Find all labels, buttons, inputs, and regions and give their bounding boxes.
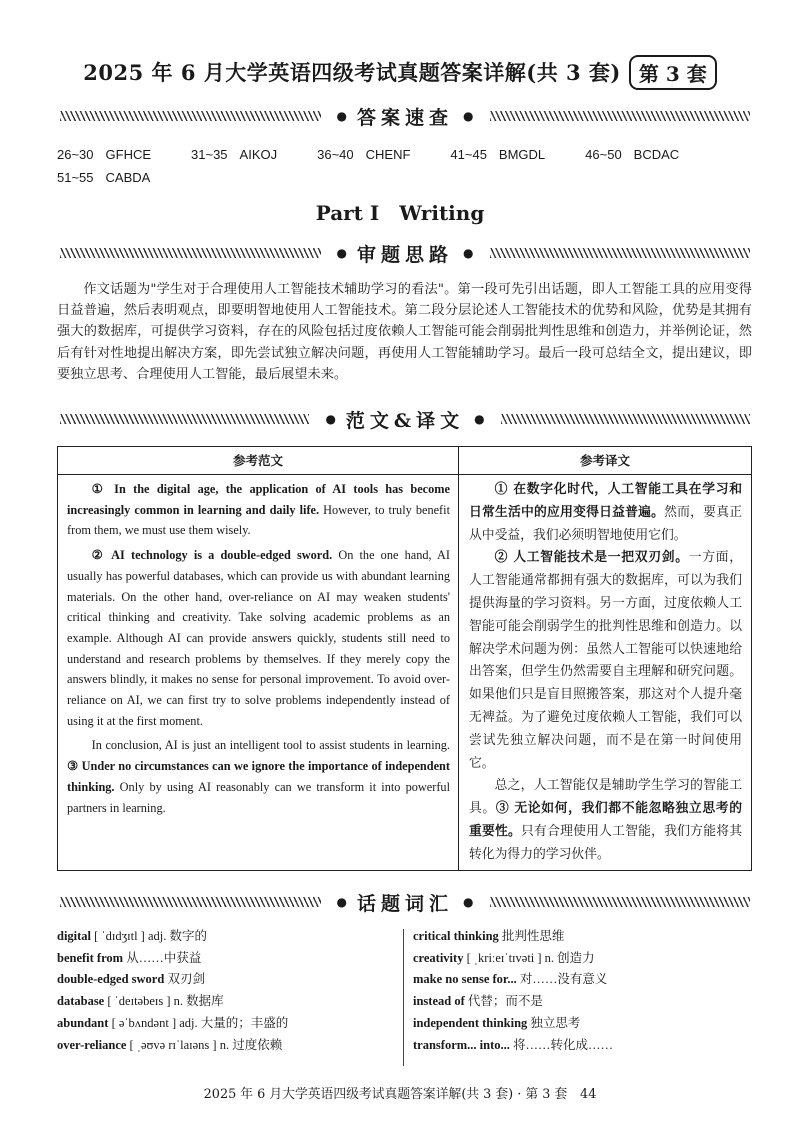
bullet-icon: ● (325, 412, 336, 426)
bold-sentence: ③ Under no circumstances can we ignore the importance of independent thinking. (67, 759, 450, 794)
bullet-icon: ● (463, 246, 474, 260)
sample-essay-column (58, 447, 459, 870)
answer-letters: BCDAC (633, 147, 680, 162)
vocab-definition: 将……转化成…… (509, 1037, 614, 1052)
hatch-divider (60, 414, 309, 424)
sentence: 一方面，人工智能通常都拥有强大的数据库，可以为我们提供海量的学习资料。另一方面，过度依赖人工智能可能会削弱学生的批判性思维和创造力。以解决学术问题为例：虽然人工智能可以快速地给出答案，但学生仍然需要自主理解和研究问题。如果他们只是盲目照搬答案，那这对个人提升毫无裨益。为了避免过度依赖人工智能，我们可以尝试先独立解决问题，而不是在第一时间使用它。 (469, 550, 742, 771)
section-header-sample (60, 406, 750, 432)
vocab-item (413, 926, 753, 948)
answer-item (450, 143, 545, 166)
bullet-icon: ● (336, 109, 347, 123)
hatch-divider (60, 111, 321, 121)
vocab-term: database (57, 994, 105, 1009)
answer-letters: GFHCE (105, 147, 152, 162)
sentence: On the one hand, AI usually has powerful databases, which can provide us with abundant learning materials. On the other hand, over-reliance on AI may weaken students' critical thinking and creativity. Take solving academic problems as an example. Although AI can provide answers quickly, students still need to understand and research problems by themselves. If they merely copy the answers blindly, it makes no sense for personal improvement. To avoid over-reliance on AI, we can first try to solve problems independently instead of using it at the first moment. (67, 548, 451, 728)
sentence: However, to truly benefit from them, we must use them wisely. (67, 502, 450, 538)
answer-letters: AIKOJ (239, 147, 278, 162)
vocab-term: make no sense for... (413, 972, 517, 987)
vocab-item (413, 969, 753, 991)
sample-translation-table (57, 446, 752, 871)
set-number-tag: 第 3 套 (629, 55, 717, 90)
sample-essay-body (58, 475, 458, 818)
vocab-definition: [ əˈbʌndənt ] adj. 大量的；丰盛的 (108, 1015, 289, 1030)
sentence: Only by using AI reasonably can we transform it into powerful partners in learning. (67, 779, 450, 815)
vocab-item (413, 1035, 753, 1057)
bold-sentence: ① 在数字化时代，人工智能工具在学习和日常生活中的应用变得日益普遍。 (469, 482, 742, 520)
section-title-vocab: 话题词汇 (357, 892, 454, 915)
vocab-item (57, 1013, 402, 1035)
paragraph (469, 775, 742, 866)
vocab-item (57, 1035, 402, 1057)
page-footer: 2025 年 6 月大学英语四级考试真题答案详解(共 3 套) · 第 3 套 44 (203, 1087, 597, 1102)
bold-sentence: ① In the digital age, the application of AI tools has become increasingly common in learning and daily life. (67, 482, 450, 517)
sentence: In conclusion, AI is just an intelligent tool to assist students in learning. (91, 738, 450, 753)
paragraph (67, 545, 450, 731)
bold-sentence: ② AI technology is a double-edged sword. (91, 548, 333, 563)
section-title-sample: 范文&译文 (345, 409, 465, 432)
translation-body (459, 475, 751, 867)
vocab-list-right (413, 926, 753, 1056)
vocab-item (413, 948, 753, 970)
vocab-definition: 代替；而不是 (464, 994, 543, 1009)
answer-letters: BMGDL (498, 147, 546, 162)
vocab-term: transform... into... (413, 1037, 510, 1052)
answer-range: 31~35 (191, 147, 228, 162)
hatch-divider (60, 248, 321, 258)
hatch-divider (490, 897, 751, 907)
hatch-divider (490, 248, 751, 258)
vocab-definition: 从……中获益 (123, 950, 202, 965)
answer-range: 46~50 (585, 147, 622, 162)
hatch-divider (490, 111, 751, 121)
answer-item (585, 143, 679, 166)
answer-range: 36~40 (317, 147, 354, 162)
vocab-divider (403, 929, 404, 1066)
vocab-item (57, 969, 402, 991)
vocab-term: critical thinking (413, 929, 499, 943)
vocab-term: benefit from (57, 950, 124, 965)
vocab-item (413, 991, 753, 1013)
vocab-item (413, 1013, 753, 1035)
vocab-definition: [ ˈdeɪtəbeɪs ] n. 数据库 (104, 994, 224, 1009)
vocab-term: abundant (57, 1015, 109, 1030)
section-title-answers: 答案速查 (357, 106, 454, 129)
part-title: Part Ⅰ Writing (315, 201, 485, 225)
vocab-term: digital (57, 929, 92, 943)
section-title-analysis: 审题思路 (357, 243, 454, 266)
section-header-answers (60, 103, 750, 129)
answer-item (317, 143, 410, 166)
paragraph (67, 735, 450, 818)
vocab-definition: 独立思考 (527, 1015, 581, 1030)
bullet-icon: ● (463, 109, 474, 123)
vocab-item (57, 948, 402, 970)
hatch-divider (501, 414, 750, 424)
vocab-term: double-edged sword (57, 972, 165, 987)
section-header-vocab (60, 889, 750, 915)
answer-range: 51~55 (57, 170, 94, 185)
sentence: 只有合理使用人工智能，我们方能将其转化为得力的学习伙伴。 (469, 823, 743, 862)
vocab-definition: 批判性思维 (498, 929, 565, 943)
section-header-analysis (60, 240, 750, 266)
bold-sentence: ③ 无论如何，我们都不能忽略独立思考的重要性。 (469, 801, 742, 839)
answer-item (191, 143, 277, 166)
vocab-item (57, 991, 402, 1013)
vocab-definition: 对……没有意义 (516, 972, 608, 987)
bold-sentence: ② 人工智能技术是一把双刃剑。 (494, 550, 689, 566)
sentence: 然而，要真正从中受益，我们必须明智地使用它们。 (469, 504, 743, 543)
page-title (30, 52, 770, 92)
vocab-term: independent thinking (413, 1015, 528, 1030)
vocab-term: over-reliance (57, 1037, 127, 1052)
vocab-list-left (57, 926, 402, 1056)
vocab-definition: 双刃剑 (164, 972, 205, 987)
bullet-icon: ● (336, 246, 347, 260)
vocab-definition: [ ˌkriːeɪˈtɪvəti ] n. 创造力 (463, 950, 595, 965)
vocab-definition: [ ˌəʊvə rɪˈlaɪəns ] n. 过度依赖 (126, 1037, 283, 1052)
vocab-term: instead of (413, 994, 465, 1009)
vocab-definition: [ ˈdɪdʒɪtl ] adj. 数字的 (91, 929, 207, 943)
sample-essay-header: 参考范文 (58, 447, 458, 475)
answer-letters: CHENF (365, 147, 411, 162)
paragraph (469, 479, 742, 547)
bullet-icon: ● (474, 412, 485, 426)
answer-item (57, 166, 150, 189)
sentence: 总之，人工智能仅是辅助学生学习的智能工具。 (469, 778, 742, 817)
title-text: 2025 年 6 月大学英语四级考试真题答案详解(共 3 套) (83, 60, 621, 85)
answer-range: 26~30 (57, 147, 94, 162)
translation-column (459, 447, 751, 870)
bullet-icon: ● (463, 895, 474, 909)
paragraph (67, 479, 450, 541)
hatch-divider (60, 897, 321, 907)
answer-range: 41~45 (450, 147, 487, 162)
answer-item (57, 143, 151, 166)
bullet-icon: ● (336, 895, 347, 909)
analysis-paragraph: 作文话题为"学生对于合理使用人工智能技术辅助学习的看法"。第一段可先引出话题，即人工智能工具的应用变得日益普遍，然后表明观点，即要明智地使用人工智能技术。第二段分层论述人工智能技术的优势和风险，优势是其拥有强大的数据库，可提供学习资料，存在的风险包括过度依赖人工智能可能会削弱批判性思维和创造力，并举例论证，然后有针对性地提出解决方案，即先尝试独立解决问题，再使用人工智能辅助学习。最后一段可总结全文，提出建议，即要独立思考、合理使用人工智能，最后展望未来。 (57, 282, 752, 382)
vocab-term: creativity (413, 950, 464, 965)
answer-key (57, 143, 757, 189)
vocab-item (57, 926, 402, 948)
answer-letters: CABDA (105, 170, 151, 185)
translation-header: 参考译文 (459, 447, 751, 475)
paragraph (469, 547, 742, 775)
